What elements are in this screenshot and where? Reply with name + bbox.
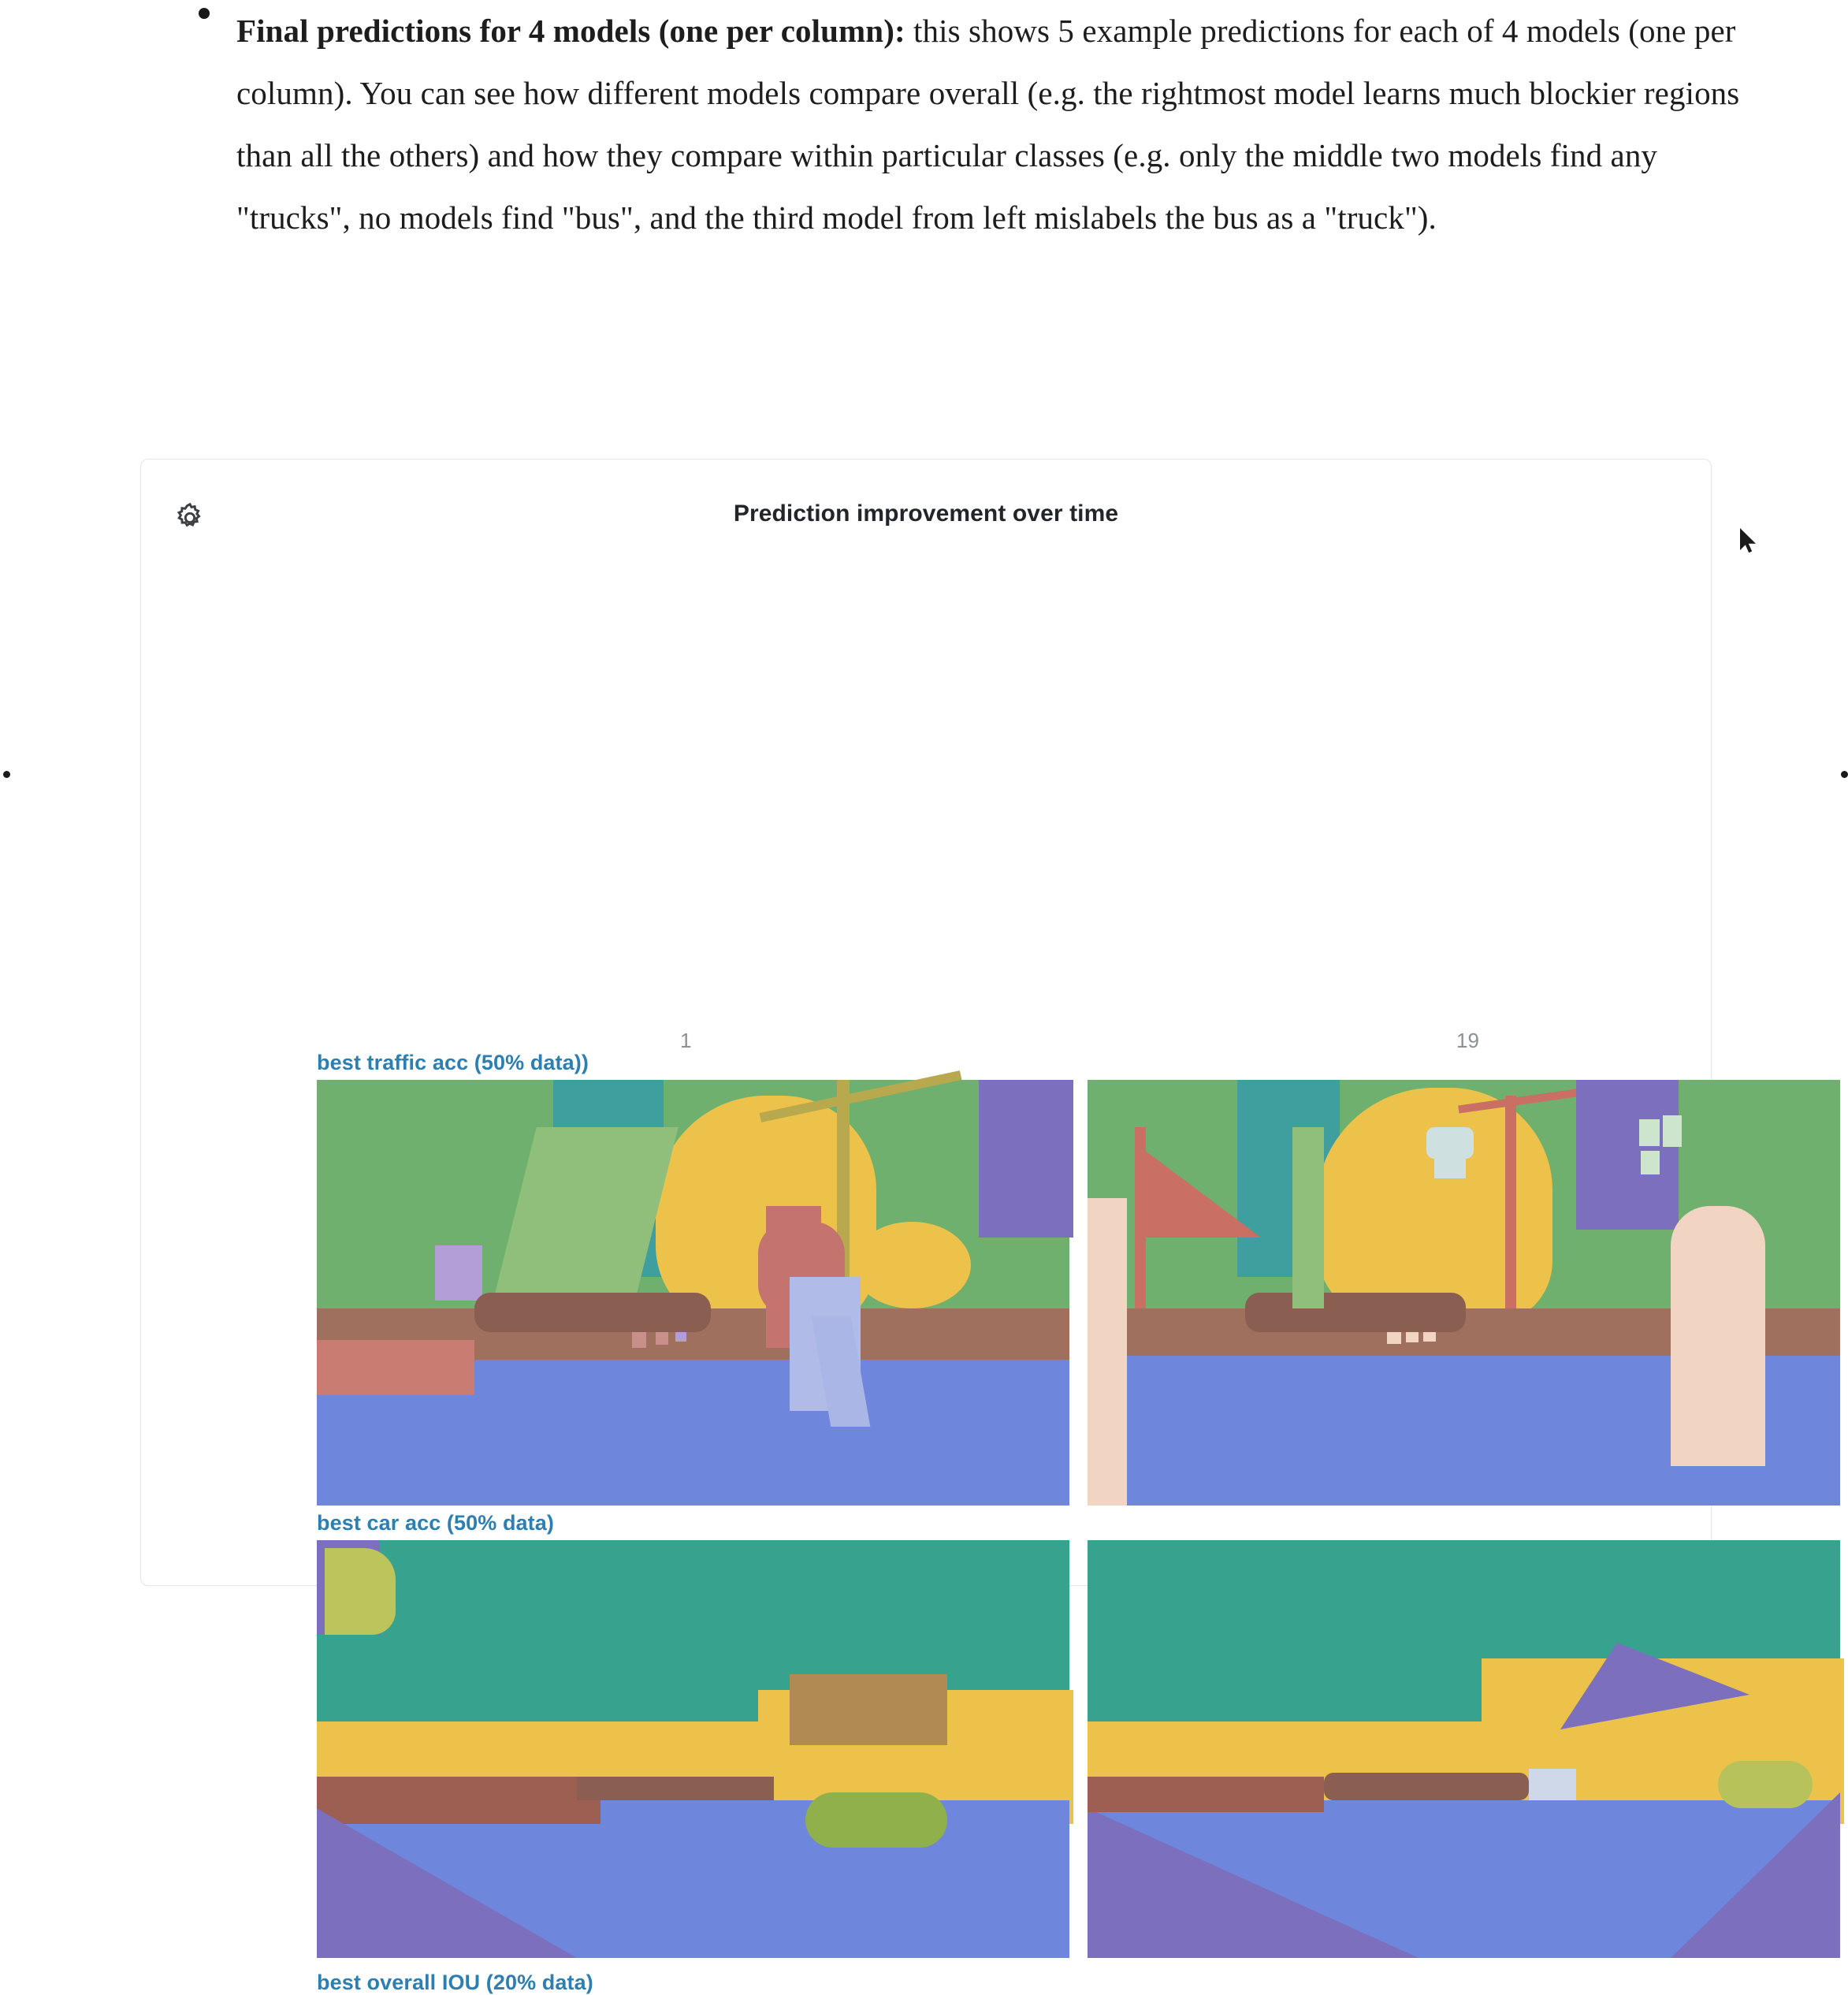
bullet-item <box>0 0 1847 249</box>
bullet-lead-text: Final predictions for 4 models (one per column): <box>236 13 905 49</box>
media-panel[interactable] <box>140 459 1712 1994</box>
mouse-pointer-icon <box>1738 527 1758 555</box>
right-edge-dot <box>1841 771 1848 778</box>
segmentation-image-car-step1[interactable] <box>317 1540 1069 1958</box>
media-row-traffic <box>317 1080 1840 1498</box>
column-step-2: 19 <box>1456 1029 1479 1052</box>
panel-header <box>141 460 1711 548</box>
column-step-labels <box>141 1029 1711 1052</box>
bullet-dot-icon <box>199 8 210 19</box>
bullet-paragraph <box>236 0 1753 249</box>
media-row-car <box>317 1540 1840 1958</box>
bullet-body-text: this shows 5 example predictions for each of 4 models (one per column). You can see how different models compare overall (e.g. the rightmost model learns much blockier regions than all the others) and how they compare within particular classes (e.g. only the middle two models find any "trucks", no models find "bus", and the third model from left mislabels the bus as a "truck"). <box>236 13 1740 236</box>
column-step-1: 1 <box>680 1029 692 1052</box>
panel-title: Prediction improvement over time <box>733 501 1119 527</box>
left-edge-dot <box>3 771 10 778</box>
segmentation-image-traffic-step1[interactable] <box>317 1080 1069 1498</box>
article-text-block <box>0 0 1847 249</box>
segmentation-image-traffic-step19[interactable] <box>1088 1080 1840 1498</box>
group-label-traffic[interactable]: best traffic acc (50% data)) <box>317 1051 589 1074</box>
group-label-iou[interactable]: best overall IOU (20% data) <box>317 1971 593 1994</box>
segmentation-image-car-step19[interactable] <box>1088 1540 1840 1958</box>
group-label-car[interactable]: best car acc (50% data) <box>317 1511 554 1535</box>
